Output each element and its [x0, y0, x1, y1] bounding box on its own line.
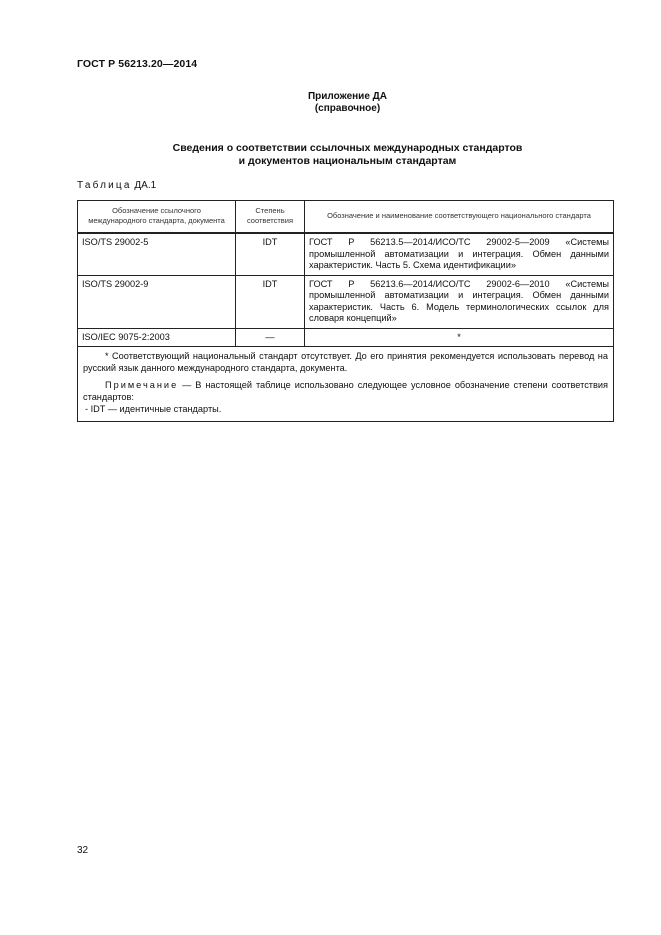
cell-reference: ISO/TS 29002-5: [78, 233, 236, 275]
section-title-line-1: Сведения о соответствии ссылочных международных стандартов: [172, 142, 523, 154]
table-note: [83, 380, 608, 403]
section-title-line-2: и документов национальным стандартам: [238, 155, 457, 167]
cell-national: ГОСТ Р 56213.5—2014/ИСО/ТС 29002-5—2009 «Системы промышленной автоматизации и интеграция. Обмен данными характеристик. Часть 5. Схема идентификации»: [305, 233, 614, 275]
document-header: ГОСТ Р 56213.20—2014: [77, 58, 198, 70]
column-header-degree: Степень соответствия: [236, 201, 305, 234]
table-footer-row: [78, 347, 614, 422]
column-header-national: Обозначение и наименование соответствующего национального стандарта: [305, 201, 614, 234]
column-header-reference: Обозначение ссылочного международного стандарта, документа: [78, 201, 236, 234]
table-caption-id: ДА.1: [134, 180, 157, 191]
note-text: — В настоящей таблице использовано следующее условное обозначение степени соответствия стандартов:: [83, 380, 608, 402]
cell-degree: —: [236, 328, 305, 347]
cell-degree: IDT: [236, 233, 305, 275]
table-caption: [77, 180, 156, 191]
table-row: [78, 275, 614, 328]
note-label: Примечание: [105, 380, 179, 390]
cell-degree: IDT: [236, 275, 305, 328]
annex-title: Приложение ДА: [307, 91, 388, 102]
table-header-row: [78, 201, 614, 234]
cell-reference: ISO/TS 29002-9: [78, 275, 236, 328]
cell-national: ГОСТ Р 56213.6—2014/ИСО/ТС 29002-6—2010 «Системы промышленной автоматизации и интеграция. Обмен данными характеристик. Часть 6. Модель терминологических ссылок для словаря концепций»: [305, 275, 614, 328]
annex-subtitle: (справочное): [314, 103, 381, 114]
table-footer: [78, 347, 614, 422]
page-number: 32: [77, 845, 89, 856]
correspondence-table: [77, 200, 614, 422]
table-caption-word: Таблица: [77, 180, 132, 191]
cell-national: *: [305, 328, 614, 347]
note-item: - IDT — идентичные стандарты.: [85, 404, 222, 414]
annex-heading: [0, 91, 661, 115]
section-title: [0, 142, 661, 168]
table-row: [78, 328, 614, 347]
table-row: [78, 233, 614, 275]
table-footnote: * Соответствующий национальный стандарт отсутствует. До его принятия рекомендуется использовать перевод на русский язык данного международного стандарта, документа.: [83, 351, 608, 373]
cell-reference: ISO/IEC 9075-2:2003: [78, 328, 236, 347]
